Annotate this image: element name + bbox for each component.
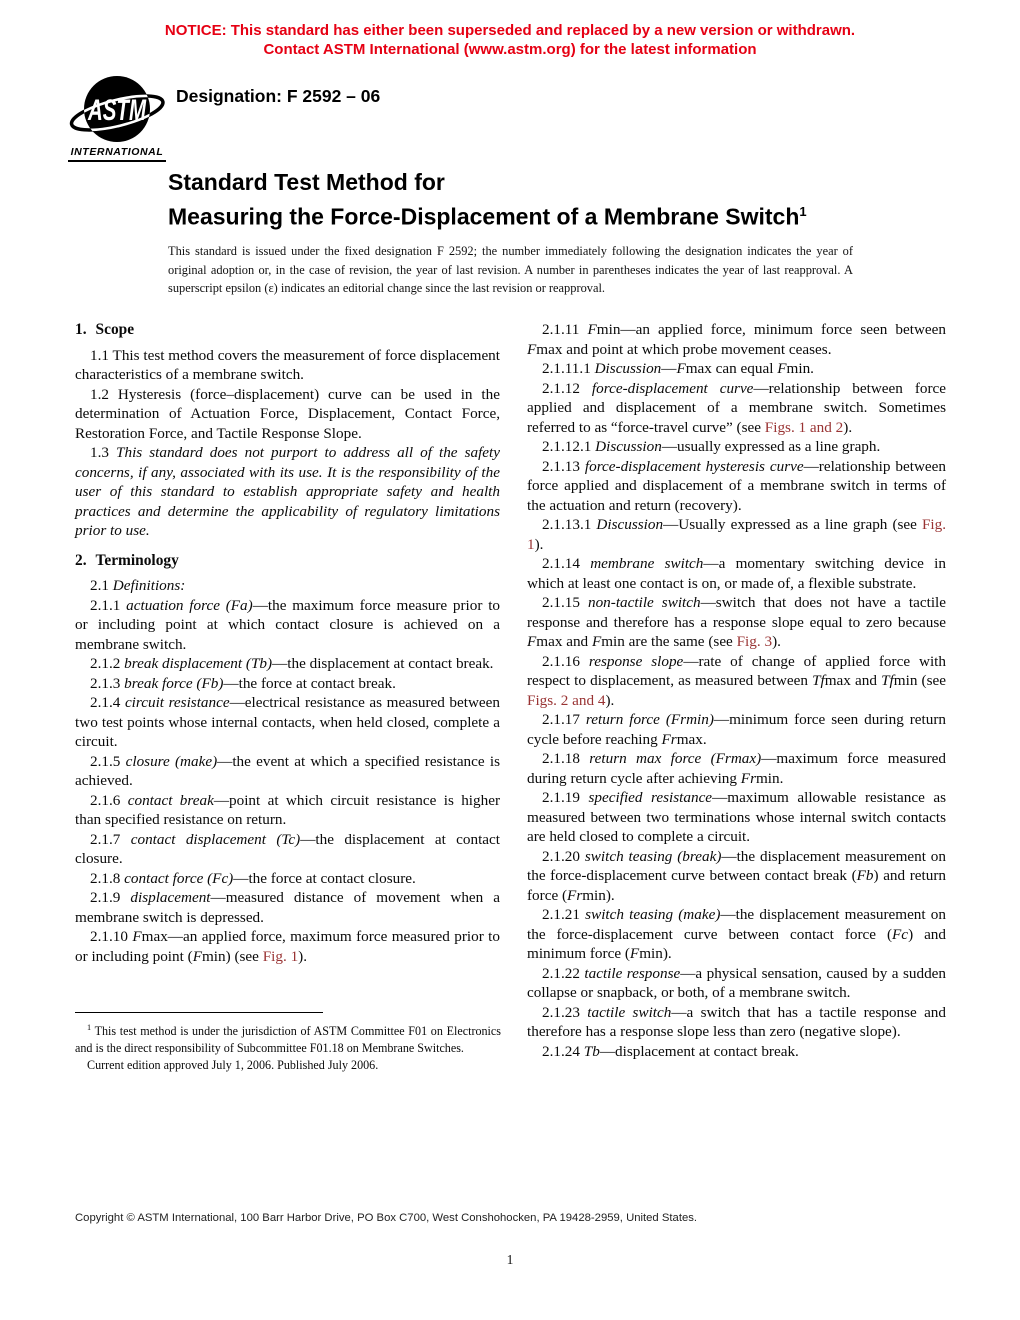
text-segment: ). (772, 633, 781, 650)
preamble: This standard is issued under the fixed designation F 2592; the number immediately following the designation indicates the year of original adoption or, in the case of revision, the year of last revision. A number in parentheses indicates the year of last reapproval. A superscript epsilon (ε) indicates an editorial change since the last revision or reapproval. (168, 244, 853, 296)
paragraph (527, 359, 946, 379)
text-segment: —Usually expressed as a line graph (see (663, 516, 922, 533)
paragraph (75, 654, 500, 674)
text-segment: 2.1.1 (90, 596, 127, 614)
text-segment: —a switch that has a tactile response and therefore has a response slope less than zero (negative slope). (527, 1003, 946, 1040)
text-segment: Definitions: (112, 577, 186, 594)
text-segment: ). (605, 691, 615, 709)
paragraph (75, 674, 500, 694)
text-segment: —measured distance of movement when a membrane switch is depressed. (75, 889, 501, 926)
text-segment: closure (make) (125, 752, 218, 770)
text-segment: —the displacement measurement on the force-displacement curve between contact force ( (527, 906, 946, 943)
text-segment: Tb (583, 1042, 600, 1060)
section-number: 2. (75, 551, 87, 569)
text-segment: —maximum force measured during return cycle after achieving (527, 750, 946, 787)
text-segment: —rate of change of applied force with respect to displacement, as measured between (527, 652, 946, 689)
paragraph (75, 693, 500, 752)
text-segment: contact displacement (Tc) (130, 830, 301, 848)
text-segment: —the force at contact closure. (233, 869, 416, 887)
text-segment: F (587, 321, 597, 338)
figure-reference[interactable]: Figs. 2 and 4 (527, 691, 606, 709)
text-segment: 2.1.5 (90, 752, 126, 770)
section-label: Scope (95, 321, 135, 338)
text-segment: Discussion (596, 516, 664, 533)
text-segment: 2.1.6 (90, 791, 128, 809)
text-segment: break force (Fb) (124, 674, 224, 692)
text-segment: circuit resistance (124, 694, 230, 711)
paragraph (75, 927, 500, 966)
text-segment: ). (534, 535, 544, 553)
notice-line-1: NOTICE: This standard has either been superseded and replaced by a new version or withdrawn. (164, 22, 856, 39)
text-segment: —a physical sensation, caused by a sudden collapse or snapback, or both, of a membrane switch. (527, 964, 946, 1001)
text-segment: F (527, 340, 537, 358)
paragraph (527, 749, 946, 788)
paragraph (527, 710, 946, 749)
text-segment: 2.1.7 (90, 830, 131, 848)
text-segment: F (527, 633, 537, 650)
text-segment: 2.1.8 (90, 869, 125, 887)
text-segment: 2.1.23 (542, 1003, 588, 1021)
figure-reference[interactable]: Fig. 3 (736, 633, 773, 650)
text-segment: min are the same (see (601, 633, 737, 650)
column-right (527, 320, 946, 1061)
text-segment: —electrical resistance as measured between two test points whose internal contacts, when held closed, complete a circuit. (75, 694, 500, 750)
text-segment: max can equal (685, 360, 778, 377)
text-segment: —the displacement at contact break. (272, 655, 494, 672)
paragraph (527, 554, 946, 593)
text-segment: F (591, 633, 602, 650)
text-segment: switch teasing (break) (584, 847, 722, 865)
text-segment: Current edition approved July 1, 2006. Published July 2006. (87, 1057, 379, 1072)
astm-globe-icon (68, 72, 166, 150)
paragraph (527, 905, 946, 964)
column-left (75, 320, 500, 1061)
text-segment: —displacement at contact break. (599, 1042, 799, 1060)
designation: Designation: F 2592 – 06 (176, 86, 381, 106)
paragraph (527, 515, 946, 554)
text-segment: 2.1.24 (542, 1042, 584, 1060)
text-segment: response slope (588, 652, 684, 670)
text-segment: Fr (661, 730, 677, 748)
text-segment: —usually expressed as a line graph. (661, 438, 881, 455)
text-segment: 2.1.11.1 (542, 360, 595, 377)
paragraph (75, 869, 500, 889)
paragraph (527, 320, 946, 359)
text-segment: —relationship between force applied and displacement of a membrane switch in terms of the actuation and return (recovery). (527, 457, 946, 514)
text-segment: min. (755, 769, 784, 787)
paragraph (527, 1003, 946, 1042)
text-segment: —maximum allowable resistance as measured between two terminations whose internal switch contacts are held closed to complete a circuit. (527, 789, 947, 845)
title-footnote-ref: 1 (799, 204, 807, 219)
paragraph (527, 652, 946, 711)
text-segment: membrane switch (590, 555, 704, 572)
text-segment: tactile switch (587, 1003, 672, 1021)
paragraph (527, 1042, 946, 1062)
paragraph (527, 847, 946, 906)
supersession-notice (0, 21, 1020, 59)
text-segment: tactile response (584, 964, 681, 982)
text-segment: This test method is under the jurisdiction of ASTM Committee F01 on Electronics and is the direct responsibility of Subcommittee F01.18 on Membrane Switches. (75, 1024, 501, 1055)
text-segment: —the force at contact break. (223, 674, 396, 692)
text-segment: Fc (892, 925, 909, 943)
paragraph (75, 791, 500, 830)
text-segment: —the displacement measurement on the force-displacement curve between contact break ( (527, 847, 946, 884)
text-segment: 1 (87, 1023, 92, 1032)
text-segment: min). (582, 886, 615, 904)
page-number: 1 (506, 1252, 514, 1267)
text-segment: ) and minimum force ( (527, 925, 946, 962)
text-segment: 1.1 This test method covers the measurement of force displacement characteristics of a membrane switch. (75, 346, 500, 383)
title-line-1: Standard Test Method for (168, 169, 445, 195)
text-segment: This standard does not purport to address all of the safety concerns, if any, associated with its use. It is the responsibility of the user of this standard to establish appropriate safety and health practices and determine the applicability of regulatory limitations prior to use. (75, 444, 501, 539)
text-segment: 1.3 (90, 444, 117, 461)
copyright: Copyright © ASTM International, 100 Barr Harbor Drive, PO Box C700, West Conshohocken, PA 19428-2959, United States. (75, 1212, 698, 1224)
text-segment: min—an applied force, minimum force seen between (596, 321, 946, 338)
text-segment: return force (Frmin) (585, 711, 714, 728)
text-segment: max. (676, 730, 707, 748)
text-segment: 2.1.21 (542, 906, 586, 923)
text-segment: Fr (740, 769, 756, 787)
footnote-paragraph (75, 1057, 501, 1074)
text-segment: —the event at which a specified resistance is achieved. (75, 752, 500, 789)
text-segment: min) (see (201, 947, 263, 965)
paragraph (75, 443, 500, 541)
text-segment: 2.1.13.1 (542, 516, 597, 533)
text-segment: 2.1.14 (542, 555, 591, 572)
text-segment: 2.1.4 (90, 694, 125, 711)
text-segment: 2.1.9 (90, 889, 131, 906)
text-segment: 2.1.20 (542, 847, 585, 865)
text-segment: —point at which circuit resistance is higher than specified resistance on return. (75, 791, 501, 828)
text-segment: ) and return force ( (527, 867, 947, 904)
text-segment: switch teasing (make) (585, 906, 721, 923)
astm-logo (68, 72, 166, 162)
text-segment: 2.1.19 (542, 789, 589, 806)
astm-logo-international: INTERNATIONAL (68, 146, 166, 162)
paragraph (527, 457, 946, 516)
notice-line-2: Contact ASTM International (www.astm.org) for the latest information (263, 41, 757, 58)
paragraph (527, 379, 946, 438)
paragraph (527, 437, 946, 457)
text-segment: break displacement (Tb) (124, 655, 273, 672)
text-segment: displacement (130, 889, 211, 906)
text-segment: —a momentary switching device in which at least one contact is on, or made of, a flexible substrate. (527, 555, 946, 592)
text-segment: max and point at which probe movement ceases. (536, 340, 832, 358)
text-segment: F (132, 928, 142, 945)
text-segment: min (see (893, 672, 947, 689)
text-segment: 2.1.12.1 (542, 438, 596, 455)
text-segment: F (777, 360, 787, 377)
title-line-2: Measuring the Force-Displacement of a Membrane Switch (168, 203, 800, 230)
text-segment: 2.1.22 (542, 964, 585, 982)
text-segment: 2.1.15 (542, 594, 588, 611)
text-segment: —relationship between force applied and displacement of a membrane switch. Sometimes referred to as “force-travel curve” (see (527, 379, 947, 436)
paragraph (75, 830, 500, 869)
text-segment: Fb (856, 867, 874, 884)
text-segment: — (661, 360, 677, 377)
text-segment: —the displacement at contact closure. (75, 830, 501, 867)
text-segment: F (629, 945, 640, 962)
text-segment: 1.2 Hysteresis (force–displacement) curve can be used in the determination of Actuation Force, Displacement, Contact Force, Restoration Force, and Tactile Response Slope. (75, 385, 500, 442)
figure-reference[interactable]: Figs. 1 and 2 (764, 418, 844, 436)
text-segment: max—an applied force, maximum force measured prior to or including point ( (75, 928, 500, 965)
text-segment: F (192, 947, 202, 965)
text-segment: F (676, 360, 686, 377)
text-segment: return max force (Frmax) (589, 750, 762, 767)
text-segment: Tf (812, 672, 825, 689)
text-segment: min. (786, 360, 814, 377)
footnote (75, 1012, 501, 1073)
text-segment: 2.1.10 (90, 928, 133, 945)
astm-logo-word: ASTM (87, 94, 147, 127)
text-segment: Tf (881, 672, 894, 689)
text-segment: specified resistance (588, 789, 713, 806)
text-segment: max and (824, 672, 882, 689)
section-heading (75, 320, 500, 340)
figure-reference[interactable]: Fig. 1 (262, 947, 299, 965)
text-segment: force-displacement curve (591, 379, 754, 397)
paragraph (75, 752, 500, 791)
text-segment: contact break (127, 791, 214, 809)
paragraph (527, 788, 946, 847)
text-segment: 2.1 (90, 577, 113, 594)
paragraph (75, 596, 500, 655)
text-segment: 2.1.12 (542, 379, 592, 397)
text-segment: actuation force (Fa) (126, 596, 253, 614)
text-segment: 2.1.3 (90, 674, 125, 692)
text-segment: —the maximum force measure prior to or including point at which contact closure is achieved on a membrane switch. (75, 596, 501, 653)
text-segment: 2.1.16 (542, 652, 589, 670)
section-number: 1. (75, 321, 87, 338)
paragraph (527, 964, 946, 1003)
text-segment: 2.1.17 (542, 711, 586, 728)
text-segment: Fr (567, 886, 583, 904)
text-segment: —switch that does not have a tactile response and therefore has a response slope equal to zero because (527, 594, 947, 631)
text-segment: Discussion (594, 360, 662, 377)
text-segment: non-tactile switch (587, 594, 701, 611)
paragraph (75, 346, 500, 385)
paragraph (527, 593, 946, 652)
figure-reference[interactable]: Fig. 1 (527, 516, 947, 553)
body-columns (75, 320, 946, 1061)
text-segment: ). (298, 947, 308, 965)
text-segment: ). (843, 418, 853, 436)
footnote-rule (75, 1012, 323, 1013)
paragraph (75, 888, 500, 927)
text-segment: 2.1.2 (90, 655, 125, 672)
text-segment: 2.1.11 (542, 321, 588, 338)
footnote-paras (75, 1020, 501, 1073)
footnote-paragraph (75, 1020, 501, 1057)
text-segment: 2.1.18 (542, 750, 590, 767)
section-label: Terminology (95, 551, 179, 569)
paragraph (75, 576, 500, 596)
text-segment: force-displacement hysteresis curve (584, 457, 804, 475)
document-title (168, 168, 807, 232)
section-heading (75, 551, 500, 571)
paragraph (75, 385, 500, 444)
text-segment: Discussion (595, 438, 662, 455)
text-segment: —minimum force seen during return cycle before reaching (527, 711, 946, 748)
text-segment: min). (639, 945, 672, 962)
text-segment: 2.1.13 (542, 457, 585, 475)
text-segment: max and (536, 633, 592, 650)
text-segment: contact force (Fc) (124, 869, 234, 887)
